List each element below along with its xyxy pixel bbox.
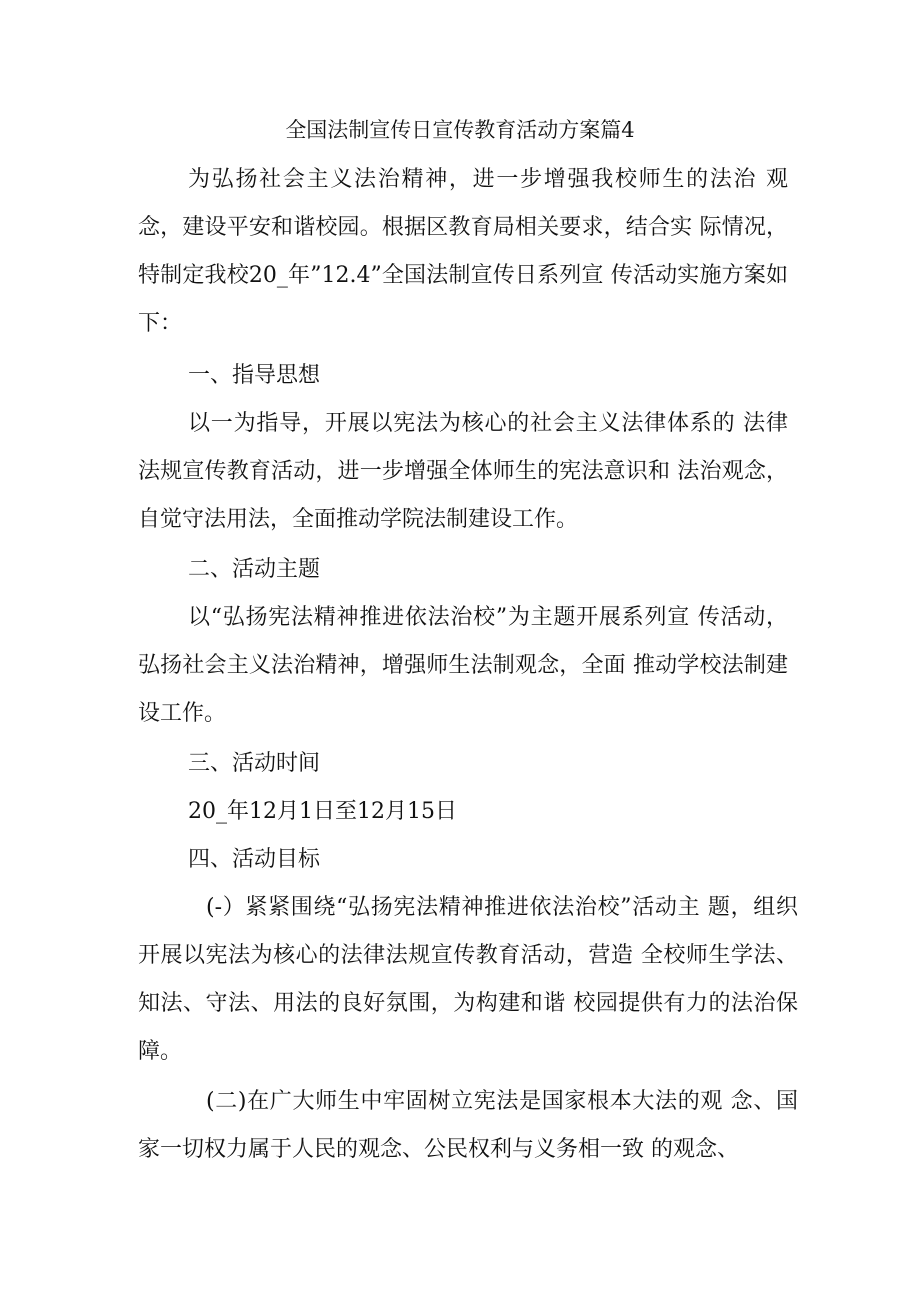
section3-date: 20_年12月1日至12月15日 (188, 799, 457, 824)
section2-paragraph: 以“弘扬宪法精神推进依法治校”为主题开展系列宣 传活动，弘扬社会主义法治精神，增强师生法制观念，全面 推动学校法制建设工作。 (138, 605, 788, 726)
section1-heading: 一、指导思想 (188, 363, 321, 388)
goal1-paragraph: (-）紧紧围绕“弘扬宪法精神推进依法治校”活动主 题，组织开展以宪法为核心的法律法规宣传教育活动，营造 全校师生学法、知法、守法、用法的良好氛围，为构建和谐 校园提供有力的法治保障。 (138, 895, 798, 1064)
section3-heading: 三、活动时间 (188, 751, 321, 776)
intro-paragraph: 为弘扬社会主义法治精神，进一步增强我校师生的法治 观念，建设平安和谐校园。根据区教育局相关要求，结合实 际情况，特制定我校20_年”12.4”全国法制宣传日系列宣 传活动实施方案如下： (138, 167, 788, 336)
section2-heading: 二、活动主题 (188, 557, 321, 582)
goal2-paragraph: (二)在广大师生中牢固树立宪法是国家根本大法的观 念、国家一切权力属于人民的观念、公民权利与义务相一致 的观念、 (138, 1089, 798, 1162)
document-title: 全国法制宣传日宣传教育活动方案篇4 (285, 118, 635, 142)
section4-heading: 四、活动目标 (188, 847, 321, 872)
section1-paragraph: 以一为指导，开展以宪法为核心的社会主义法律体系的 法律法规宣传教育活动，进一步增强全体师生的宪法意识和 法治观念，自觉守法用法，全面推动学院法制建设工作。 (138, 411, 788, 532)
